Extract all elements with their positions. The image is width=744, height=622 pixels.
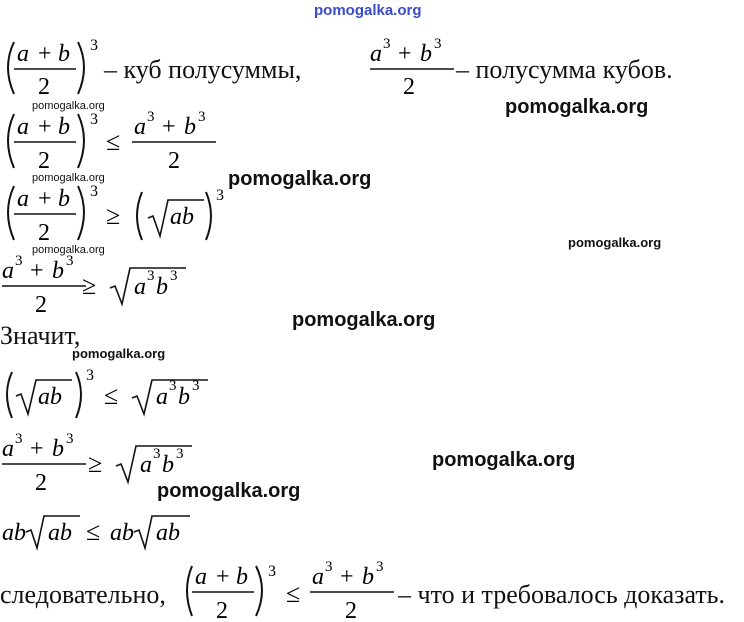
formula-half-sum-cubed (0, 34, 110, 104)
svg-text:a: a (134, 114, 146, 140)
watermark: pomogalka.org (32, 244, 105, 256)
svg-text:a: a (370, 41, 382, 67)
conclusion-suffix: – что и требовалось доказать. (398, 580, 726, 609)
conclusion-inequality (180, 558, 410, 622)
svg-text:3: 3 (15, 253, 23, 269)
svg-text:a: a (17, 114, 29, 140)
svg-text:b: b (236, 564, 248, 590)
svg-text:a: a (312, 564, 324, 590)
svg-text:+: + (30, 258, 44, 284)
svg-text:ab: ab (110, 520, 134, 546)
svg-text:3: 3 (325, 559, 333, 575)
watermark: pomogalka.org (157, 480, 301, 502)
svg-text:+: + (38, 114, 52, 140)
svg-text:b: b (58, 186, 70, 212)
watermark: pomogalka.org (292, 309, 436, 331)
svg-text:b: b (362, 564, 374, 590)
svg-text:a: a (195, 564, 207, 590)
svg-text:a: a (2, 436, 14, 462)
inequality-sqrt-cubes (0, 252, 190, 322)
svg-text:ab: ab (48, 520, 72, 546)
svg-text:3: 3 (147, 109, 155, 125)
watermark: pomogalka.org (228, 168, 372, 190)
svg-text:3: 3 (434, 36, 442, 52)
therefore-label: Значит, (0, 321, 81, 350)
inequality-sqrt-cubes-repeat (0, 428, 196, 500)
svg-text:3: 3 (198, 109, 206, 125)
math-b: b (58, 41, 70, 67)
inequality-ab-sqrt-ab (0, 510, 196, 554)
svg-text:a: a (17, 186, 29, 212)
svg-text:3: 3 (383, 36, 391, 52)
svg-text:a: a (140, 452, 152, 478)
svg-text:+: + (340, 564, 354, 590)
svg-text:2: 2 (38, 148, 50, 174)
math-plus: + (38, 41, 52, 67)
svg-text:b: b (156, 274, 168, 300)
svg-text:≤: ≤ (286, 579, 301, 608)
watermark: pomogalka.org (505, 96, 649, 118)
svg-text:3: 3 (176, 446, 184, 462)
svg-text:≥: ≥ (88, 449, 103, 478)
svg-text:b: b (162, 452, 174, 478)
caption-half-sum-of-cubes: – полусумма кубов. (456, 55, 673, 84)
watermark: pomogalka.org (32, 172, 105, 184)
svg-text:3: 3 (153, 446, 161, 462)
svg-text:3: 3 (66, 431, 74, 447)
svg-text:2: 2 (35, 292, 47, 318)
formula-half-sum-of-cubes (368, 34, 468, 104)
svg-text:b: b (58, 114, 70, 140)
watermark: pomogalka.org (32, 100, 105, 112)
caption-half-sum-cube: – куб полусуммы, (104, 55, 302, 84)
svg-text:ab: ab (2, 520, 26, 546)
svg-text:a: a (156, 384, 168, 410)
svg-text:≤: ≤ (86, 517, 101, 546)
svg-text:≥: ≥ (82, 271, 97, 300)
svg-text:b: b (184, 114, 196, 140)
svg-text:ab: ab (38, 384, 62, 410)
svg-text:+: + (30, 436, 44, 462)
svg-text:+: + (398, 41, 412, 67)
svg-text:≤: ≤ (106, 127, 121, 156)
svg-text:2: 2 (35, 470, 47, 496)
svg-text:3: 3 (192, 378, 200, 394)
svg-text:3: 3 (86, 367, 94, 384)
svg-text:3: 3 (216, 187, 224, 204)
watermark: pomogalka.org (432, 449, 576, 471)
svg-text:≥: ≥ (106, 201, 121, 230)
svg-text:3: 3 (268, 563, 276, 580)
svg-text:b: b (178, 384, 190, 410)
svg-text:3: 3 (90, 111, 98, 128)
math-a: a (17, 41, 29, 67)
svg-text:+: + (216, 564, 230, 590)
svg-text:3: 3 (170, 268, 178, 284)
svg-text:3: 3 (66, 253, 74, 269)
svg-text:3: 3 (15, 431, 23, 447)
inequality-cube-leq (0, 106, 230, 178)
svg-text:a: a (134, 274, 146, 300)
svg-text:+: + (38, 186, 52, 212)
watermark-top: pomogalka.org (314, 2, 422, 19)
svg-text:2: 2 (403, 74, 415, 100)
svg-text:b: b (420, 41, 432, 67)
svg-text:3: 3 (147, 268, 155, 284)
svg-text:b: b (52, 436, 64, 462)
watermark: pomogalka.org (72, 346, 166, 361)
inequality-sqrt-ab-cubed (0, 362, 220, 426)
svg-text:2: 2 (216, 598, 228, 622)
svg-text:2: 2 (168, 148, 180, 174)
svg-text:3: 3 (169, 378, 177, 394)
conclusion-prefix: следовательно, (0, 580, 166, 609)
svg-text:b: b (52, 258, 64, 284)
math-two: 2 (38, 74, 50, 100)
watermark: pomogalka.org (568, 235, 662, 250)
math-exponent: 3 (90, 37, 98, 54)
svg-text:ab: ab (170, 204, 194, 230)
inequality-cube-geq-sqrt (0, 178, 232, 250)
svg-text:≤: ≤ (104, 381, 119, 410)
svg-text:ab: ab (156, 520, 180, 546)
svg-text:3: 3 (376, 559, 384, 575)
svg-text:a: a (2, 258, 14, 284)
svg-text:+: + (162, 114, 176, 140)
svg-text:2: 2 (38, 220, 50, 246)
svg-text:2: 2 (345, 598, 357, 622)
svg-text:3: 3 (90, 183, 98, 200)
